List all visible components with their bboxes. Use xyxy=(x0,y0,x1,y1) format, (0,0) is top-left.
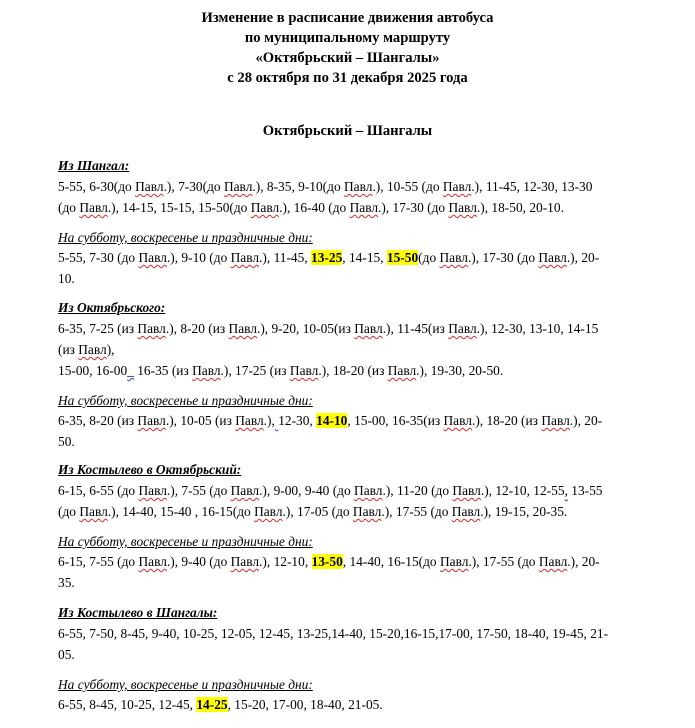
highlighted-time: 13-25 xyxy=(311,250,343,265)
time-text: .), xyxy=(263,413,275,428)
time-text: .), 17-30 (до xyxy=(378,200,449,215)
times-line xyxy=(58,410,658,431)
time-text: ), xyxy=(106,342,115,357)
times-line xyxy=(58,501,658,522)
time-text: Павл xyxy=(354,483,383,498)
weekend-label: На субботу, воскресенье и праздничные дни: xyxy=(58,230,313,245)
time-text: Павл xyxy=(230,250,260,265)
title-line: «Октябрьский – Шангалы» xyxy=(255,50,440,66)
time-text: , 14-40, 16-15(до xyxy=(342,554,440,569)
weekday-times xyxy=(58,623,658,665)
time-text: .), 18-20 (из xyxy=(318,363,388,378)
time-text: Павл xyxy=(254,504,283,519)
time-text: Павл xyxy=(235,413,264,428)
time-text: .), 8-35, 9-10(до xyxy=(252,179,344,194)
time-text: Павл xyxy=(452,483,481,498)
time-text: 50. xyxy=(58,434,75,449)
weekend-times xyxy=(58,694,658,715)
weekend-times xyxy=(58,410,658,452)
times-line xyxy=(58,318,658,339)
times-line xyxy=(58,268,658,289)
times-line xyxy=(58,572,658,593)
times-line xyxy=(58,480,658,501)
time-text: Павл xyxy=(538,250,567,265)
time-text: .), 8-20 (из xyxy=(165,321,229,336)
times-line xyxy=(58,176,658,197)
time-text: .), 10-05 (из xyxy=(165,413,236,428)
time-text: Павл xyxy=(442,179,472,194)
time-text: Павл xyxy=(349,200,379,215)
section-kostylevo-to-oktyabrsky xyxy=(58,460,658,593)
section-title: Из Шангал: xyxy=(58,158,130,173)
time-text: Павл xyxy=(138,554,167,569)
time-text: .), 19-15, 20-35. xyxy=(480,504,568,519)
time-text: Павл xyxy=(135,179,164,194)
time-text: .), 11-45(из xyxy=(382,321,449,336)
time-text: 6-35, 8-20 (из xyxy=(58,413,138,428)
time-text: 5-55, 6-30(до xyxy=(58,179,136,194)
weekend-label: На субботу, воскресенье и праздничные дни: xyxy=(58,677,313,692)
time-text: Павл xyxy=(192,363,221,378)
route-heading: Октябрьский – Шангалы xyxy=(262,123,433,139)
time-text: Павл xyxy=(352,504,382,519)
time-text: .), 17-30 (до xyxy=(467,250,539,265)
time-text: .), 17-25 (из xyxy=(220,363,290,378)
time-text: .), 11-20 (до xyxy=(382,483,453,498)
time-text: Павл xyxy=(230,483,260,498)
time-text: .), 14-40, 15-40 , 16-15(до xyxy=(107,504,255,519)
highlighted-time: 13-50 xyxy=(311,554,343,569)
times-line xyxy=(58,247,658,268)
time-text: 12-30, xyxy=(278,413,317,428)
time-text: .), 20- xyxy=(566,250,600,265)
time-text: , 15-20, 17-00, 18-40, 21-05. xyxy=(227,697,383,712)
time-text: 6-35, 7-25 (из xyxy=(58,321,138,336)
weekend-times xyxy=(58,551,658,593)
times-line xyxy=(58,431,658,452)
section-kostylevo-to-shangaly xyxy=(58,603,658,715)
time-text: Павл xyxy=(538,554,568,569)
weekend-times xyxy=(58,247,658,289)
highlighted-time: 15-50 xyxy=(386,250,419,265)
time-text: Павл xyxy=(439,554,469,569)
time-text: .), 11-45, 12-30, 13-30 xyxy=(471,179,593,194)
time-text: Павл xyxy=(79,200,108,215)
time-text: Павл xyxy=(289,363,319,378)
time-text: Павл xyxy=(137,321,166,336)
time-text: Павл xyxy=(448,200,477,215)
weekday-times xyxy=(58,176,658,218)
weekend-label: На субботу, воскресенье и праздничные дни: xyxy=(58,534,313,549)
time-text: Павл xyxy=(138,483,167,498)
time-text: .), 9-00, 9-40 (до xyxy=(259,483,355,498)
times-line xyxy=(58,197,658,218)
time-text: , 15-00, 16-35(из xyxy=(347,413,444,428)
time-text: Павл xyxy=(448,321,477,336)
time-text: Павл xyxy=(443,413,472,428)
times-line xyxy=(58,551,658,572)
title-line: с 28 октября по 31 декабря 2025 года xyxy=(227,70,468,86)
time-text: Павл xyxy=(228,321,257,336)
time-text: 10. xyxy=(58,271,75,286)
time-text: Павл xyxy=(79,504,108,519)
time-text: Павл xyxy=(223,179,253,194)
time-text: .), 9-10 (до xyxy=(166,250,231,265)
time-text: Павл xyxy=(250,200,280,215)
time-text: .), 20- xyxy=(567,554,600,569)
times-line xyxy=(58,623,658,644)
weekend-label: На субботу, воскресенье и праздничные дни: xyxy=(58,393,313,408)
time-text: .), 14-15, 15-15, 15-50(до xyxy=(107,200,251,215)
time-text: , xyxy=(564,483,568,498)
time-text: Павл xyxy=(230,554,260,569)
time-text: .), 7-30(до xyxy=(163,179,224,194)
time-text: .), 19-30, 20-50. xyxy=(416,363,504,378)
times-line xyxy=(58,694,658,715)
time-text: 6-55, 8-45, 10-25, 12-45, xyxy=(58,697,197,712)
time-text: .), 10-55 (до xyxy=(372,179,443,194)
time-text: .), 17-05 (до xyxy=(282,504,353,519)
weekday-times xyxy=(58,318,658,381)
time-text: Павл xyxy=(78,342,107,357)
time-text: .), 16-40 (до xyxy=(279,200,350,215)
times-line xyxy=(58,644,658,665)
time-text: 35. xyxy=(58,575,75,590)
time-text: Павл xyxy=(541,413,570,428)
document-title xyxy=(0,8,695,88)
time-text: Павл xyxy=(138,250,167,265)
time-text: .), 12-10, 12-55 xyxy=(480,483,565,498)
time-text: 05. xyxy=(58,647,75,662)
time-text: 6-55, 7-50, 8-45, 9-40, 10-25, 12-05, 12-45, 13-25,14-40, 15-20,16-15,17-00, 17-50, 18-40, 19-45, 21- xyxy=(58,626,609,641)
time-text: , 14-15, xyxy=(342,250,387,265)
time-text: Павл xyxy=(344,179,373,194)
time-text: .), 17-55 (до xyxy=(468,554,539,569)
time-text: .), 18-50, 20-10. xyxy=(476,200,564,215)
time-text: Павл xyxy=(137,413,166,428)
time-text: .), 9-20, 10-05(из xyxy=(256,321,355,336)
time-text: .), 18-20 (из xyxy=(471,413,542,428)
time-text: .), 17-55 (до xyxy=(381,504,452,519)
time-text: .), 7-55 (до xyxy=(166,483,231,498)
times-line xyxy=(58,339,658,360)
time-text: 6-15, 6-55 (до xyxy=(58,483,139,498)
section-title: Из Костылево в Октябрьский: xyxy=(58,462,242,477)
time-text: .), 11-45, xyxy=(259,250,312,265)
time-text: .), 12-30, 13-10, 14-15 xyxy=(476,321,599,336)
time-text: .), 9-40 (до xyxy=(166,554,231,569)
title-line: Изменение в расписание движения автобуса xyxy=(201,10,494,26)
time-text: Павл xyxy=(387,363,417,378)
time-text: 5-55, 7-30 (до xyxy=(58,250,139,265)
section-from-oktyabrsky xyxy=(58,298,658,452)
time-text: Павл xyxy=(451,504,481,519)
section-title: Из Октябрьского: xyxy=(58,300,166,315)
time-text: (до xyxy=(418,250,440,265)
time-text: 16-35 (из xyxy=(133,363,193,378)
section-from-shangaly xyxy=(58,156,658,289)
time-text: Павл xyxy=(439,250,468,265)
time-text: (из xyxy=(58,342,79,357)
time-text: .), 12-10, xyxy=(259,554,312,569)
time-text: (до xyxy=(58,200,80,215)
time-text: 13-55 xyxy=(567,483,603,498)
times-line xyxy=(58,360,658,381)
time-text: Павл xyxy=(354,321,383,336)
time-text: 15-00, 16-00 xyxy=(58,363,128,378)
highlighted-time: 14-10 xyxy=(316,413,348,428)
time-text: (до xyxy=(58,504,80,519)
time-text: .), 20- xyxy=(569,413,603,428)
time-text: 6-15, 7-55 (до xyxy=(58,554,139,569)
weekday-times xyxy=(58,480,658,522)
time-text: _ xyxy=(127,363,134,378)
highlighted-time: 14-25 xyxy=(196,697,228,712)
title-line: по муниципальному маршруту xyxy=(244,30,451,46)
section-title: Из Костылево в Шангалы: xyxy=(58,605,218,620)
